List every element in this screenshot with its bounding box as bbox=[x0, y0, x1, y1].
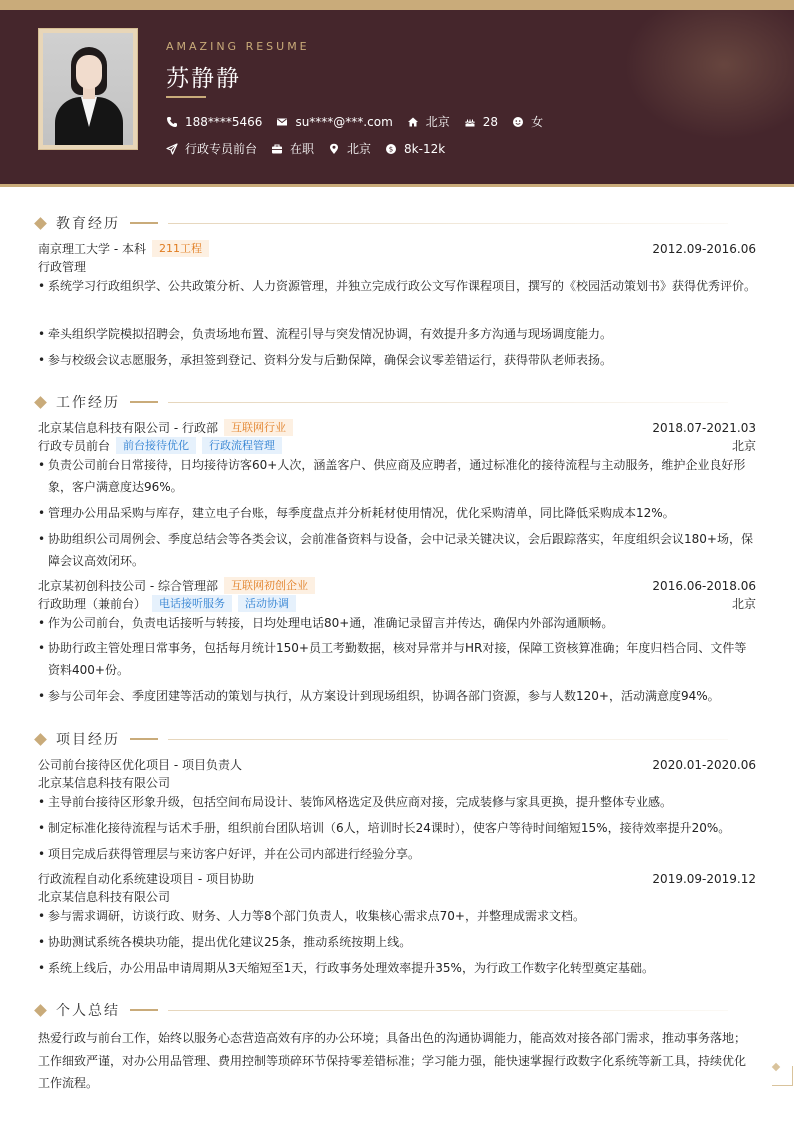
education-major: 行政管理 bbox=[38, 260, 87, 274]
section-title-projects: 项目经历 bbox=[56, 732, 120, 748]
education-major-row bbox=[38, 258, 756, 275]
education-school: 南京理工大学 - 本科 bbox=[38, 242, 146, 256]
title-divider bbox=[168, 739, 728, 740]
photo-face bbox=[76, 55, 102, 89]
cake-icon bbox=[464, 116, 476, 128]
section-summary bbox=[36, 1000, 728, 1020]
list-item: • 参与需求调研，访谈行政、财务、人力等8个部门负责人，收集核心需求点70+，并整理成需求文档。 bbox=[38, 909, 585, 923]
title-divider bbox=[168, 1010, 728, 1011]
work-date: 2016.06-2018.06 bbox=[652, 578, 756, 593]
salary-text: 8k-12k bbox=[404, 141, 446, 156]
section-title-work: 工作经历 bbox=[56, 395, 120, 411]
work-location: 北京 bbox=[731, 439, 756, 453]
list-item: • 协助测试系统各模块功能，提出优化建议25条，推动系统按期上线。 bbox=[38, 935, 412, 949]
project-header bbox=[38, 756, 756, 773]
education-tag: 211工程 bbox=[152, 240, 209, 257]
list-item: • 作为公司前台，负责电话接听与转接，日均处理电话80+通，准确记录留言并传达，确保内外部沟通顺畅。 bbox=[38, 616, 614, 630]
project-date: 2019.09-2019.12 bbox=[652, 871, 756, 886]
work-header bbox=[38, 577, 756, 594]
section-education bbox=[36, 213, 728, 233]
email-item bbox=[276, 115, 392, 129]
list-item: • 负责公司前台日常接待，日均接待访客60+人次，涵盖客户、供应商及应聘者，通过标准化的接待流程与主动服务，维护企业良好形象，客户满意度达96%。 bbox=[38, 458, 746, 494]
list-item: • 制定标准化接待流程与话术手册，组织前台团队培训（6人，培训时长24课时），使客户等待时间缩短15%，接待效率提升20%。 bbox=[38, 821, 731, 835]
list-item: • 参与公司年会、季度团建等活动的策划与执行，从方案设计到现场组织，协调各部门资源，参与人数120+，活动满意度94%。 bbox=[38, 689, 720, 703]
briefcase-icon bbox=[271, 143, 283, 155]
diamond-icon bbox=[34, 733, 47, 746]
work-role-row bbox=[38, 437, 756, 454]
project-org-row bbox=[38, 774, 756, 791]
top-accent-bar bbox=[0, 0, 794, 10]
skill-tag: 前台接待优化 bbox=[116, 437, 196, 454]
corner-diamond-icon bbox=[772, 1063, 780, 1071]
gender-text: 女 bbox=[531, 115, 544, 129]
work-role-row bbox=[38, 595, 756, 612]
corner-ornament bbox=[772, 1085, 793, 1086]
name-underline bbox=[166, 96, 206, 98]
header-glow bbox=[624, 10, 794, 140]
gender-item bbox=[512, 113, 543, 130]
city-item bbox=[407, 113, 450, 130]
work-header bbox=[38, 419, 756, 436]
corner-ornament bbox=[792, 1066, 793, 1086]
list-item: • 系统上线后，办公用品申请周期从3天缩短至1天，行政事务处理效率提升35%，为行政工作数字化转型奠定基础。 bbox=[38, 961, 654, 975]
job-item bbox=[166, 140, 257, 157]
skill-tag: 行政流程管理 bbox=[202, 437, 282, 454]
send-icon bbox=[166, 143, 178, 155]
profile-photo bbox=[43, 33, 133, 145]
project-title: 公司前台接待区优化项目 - 项目负责人 bbox=[38, 758, 242, 772]
skill-tag: 电话接听服务 bbox=[152, 595, 232, 612]
phone-item bbox=[166, 115, 262, 129]
list-item: • 参与校级会议志愿服务，承担签到登记、资料分发与后勤保障，确保会议零差错运行，获得带队老师表扬。 bbox=[38, 353, 613, 367]
title-divider bbox=[168, 402, 728, 403]
project-org-row bbox=[38, 888, 756, 905]
project-title: 行政流程自动化系统建设项目 - 项目协助 bbox=[38, 872, 254, 886]
section-title-summary: 个人总结 bbox=[56, 1003, 120, 1019]
project-org: 北京某信息科技有限公司 bbox=[38, 776, 171, 790]
age-text: 28 bbox=[482, 114, 499, 129]
salary-item bbox=[385, 142, 445, 156]
industry-tag: 互联网行业 bbox=[224, 419, 293, 436]
work-company: 北京某初创科技公司 - 综合管理部 bbox=[38, 579, 218, 593]
target-city-text: 北京 bbox=[347, 142, 372, 156]
section-work bbox=[36, 392, 728, 412]
diamond-icon bbox=[34, 217, 47, 230]
candidate-name: 苏静静 bbox=[166, 66, 241, 92]
job-text: 行政专员前台 bbox=[185, 142, 258, 156]
project-header bbox=[38, 870, 756, 887]
diamond-icon bbox=[34, 1004, 47, 1017]
skill-tag: 活动协调 bbox=[238, 595, 296, 612]
target-city-item bbox=[328, 140, 371, 157]
home-icon bbox=[407, 116, 419, 128]
svg-text:$: $ bbox=[388, 145, 394, 154]
email-text: su****@***.com bbox=[295, 114, 393, 129]
work-role: 行政助理（兼前台） bbox=[38, 597, 147, 611]
industry-tag: 互联网初创企业 bbox=[224, 577, 315, 594]
status-text: 在职 bbox=[290, 142, 315, 156]
work-role: 行政专员前台 bbox=[38, 439, 111, 453]
section-projects bbox=[36, 729, 728, 749]
contact-row bbox=[166, 113, 557, 130]
list-item: • 系统学习行政组织学、公共政策分析、人力资源管理，并独立完成行政公文写作课程项目，撰写的《校园活动策划书》获得优秀评价。 bbox=[38, 279, 757, 293]
salary-icon bbox=[385, 143, 397, 155]
list-item: • 项目完成后获得管理层与来访客户好评，并在公司内部进行经验分享。 bbox=[38, 847, 421, 861]
work-company: 北京某信息科技有限公司 - 行政部 bbox=[38, 421, 218, 435]
header-bottom-line bbox=[0, 184, 794, 187]
project-org: 北京某信息科技有限公司 bbox=[38, 890, 171, 904]
education-date: 2012.09-2016.06 bbox=[652, 241, 756, 256]
title-accent-line bbox=[130, 401, 158, 403]
title-accent-line bbox=[130, 222, 158, 224]
profile-photo-frame bbox=[38, 28, 138, 150]
status-item bbox=[271, 140, 314, 157]
resume-header bbox=[0, 10, 794, 186]
work-location: 北京 bbox=[731, 597, 756, 611]
list-item: • 协助组织公司周例会、季度总结会等各类会议，会前准备资料与设备，会中记录关键决议，会后跟踪落实，年度组织会议180+场，保障会议高效闭环。 bbox=[38, 532, 753, 568]
title-accent-line bbox=[130, 1009, 158, 1011]
list-item: • 主导前台接待区形象升级，包括空间布局设计、装饰风格选定及供应商对接，完成装修与家具更换，提升整体专业感。 bbox=[38, 795, 673, 809]
work-date: 2018.07-2021.03 bbox=[652, 420, 756, 435]
diamond-icon bbox=[34, 396, 47, 409]
list-item: • 牵头组织学院模拟招聘会，负责场地布置、流程引导与突发情况协调，有效提升多方沟通与现场调度能力。 bbox=[38, 327, 613, 341]
phone-icon bbox=[166, 116, 178, 128]
city-text: 北京 bbox=[425, 115, 450, 129]
location-icon bbox=[328, 143, 340, 155]
header-subtitle: AMAZING RESUME bbox=[166, 40, 310, 53]
section-title-education: 教育经历 bbox=[56, 216, 120, 232]
education-header bbox=[38, 240, 756, 257]
list-item: • 管理办公用品采购与库存，建立电子台账，每季度盘点并分析耗材使用情况，优化采购清单，同比降低采购成本12%。 bbox=[38, 506, 675, 520]
age-item bbox=[464, 115, 498, 129]
list-item: • 协助行政主管处理日常事务，包括每月统计150+员工考勤数据，核对异常并与HR对接，保障工资核算准确；年度归档合同、文件等资料400+份。 bbox=[38, 641, 747, 677]
phone-text: 188****5466 bbox=[185, 114, 263, 129]
gender-icon bbox=[512, 116, 524, 128]
project-date: 2020.01-2020.06 bbox=[652, 757, 756, 772]
summary-text: 热爱行政与前台工作，始终以服务心态营造高效有序的办公环境；具备出色的沟通协调能力，能高效对接各部门需求，推动事务落地；工作细致严谨，对办公用品管理、费用控制等琐碎环节保持零差错标准；学习能力强，能快速掌握行政数字化系统等新工具，持续优化工作流程。 bbox=[38, 1031, 747, 1090]
title-divider bbox=[168, 223, 728, 224]
title-accent-line bbox=[130, 738, 158, 740]
mail-icon bbox=[276, 116, 288, 128]
job-intent-row bbox=[166, 140, 459, 157]
